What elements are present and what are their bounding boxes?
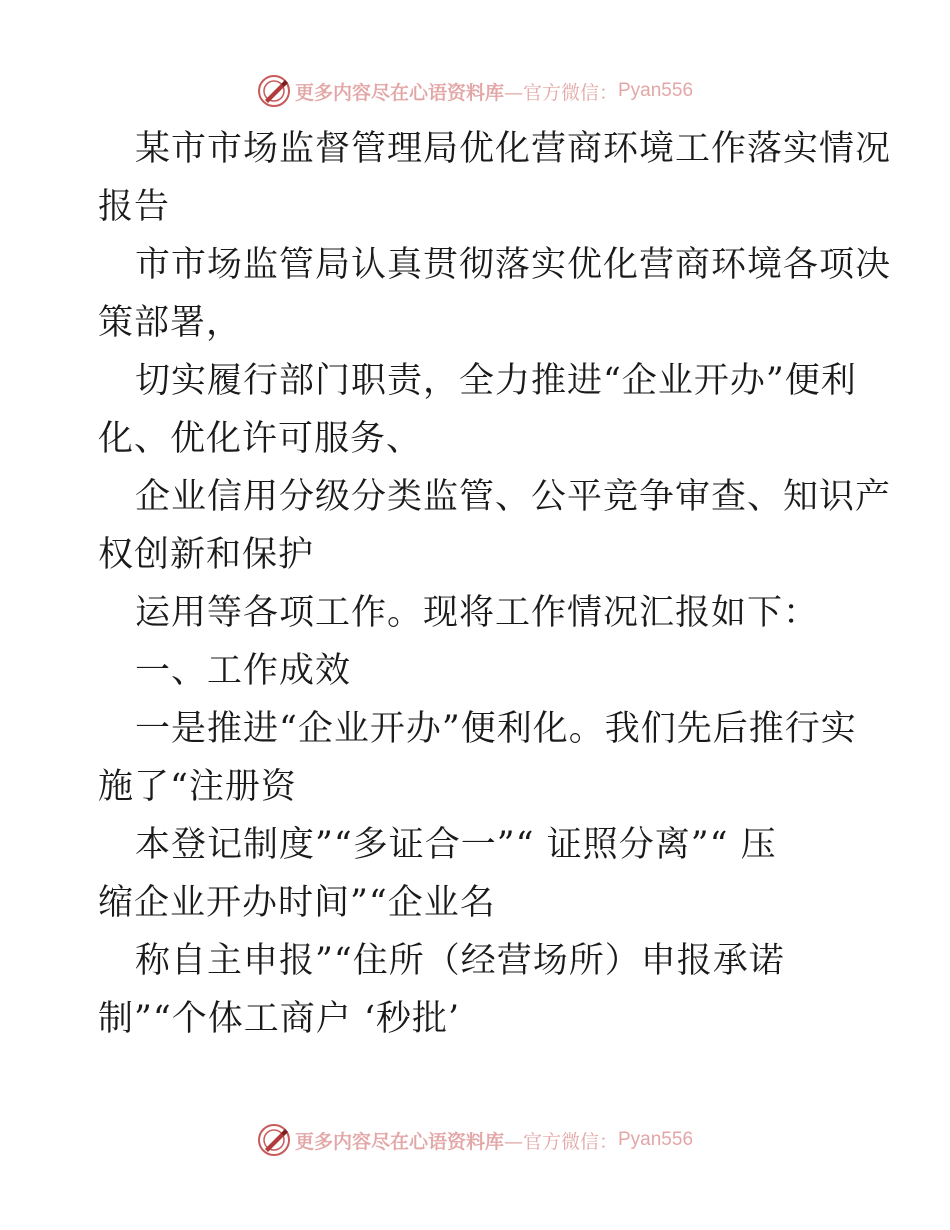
doc-line: 切实履行部门职责，全力推进“企业开办”便利 [135, 361, 857, 401]
doc-line: 权创新和保护 [98, 535, 315, 575]
watermark-main-text: 更多内容尽在心语资料库 [294, 1130, 504, 1153]
doc-line: 缩企业开办时间”“企业名 [98, 883, 496, 923]
watermark-wechat-id: Pyan556 [618, 80, 694, 101]
doc-line: 策部署， [98, 303, 243, 343]
doc-line: 化、优化许可服务、 [98, 419, 423, 459]
section-heading: 一、工作成效 [135, 651, 352, 691]
footer-watermark [0, 1120, 950, 1160]
doc-line-title-1: 某市市场监督管理局优化营商环境工作落实情况 [135, 129, 892, 169]
doc-line: 运用等各项工作。现将工作情况汇报如下： [135, 593, 820, 633]
watermark-sub-text: —官方微信： [503, 81, 618, 104]
doc-line: 企业信用分级分类监管、公平竞争审查、知识产 [135, 477, 892, 517]
watermark-main-text: 更多内容尽在心语资料库 [294, 81, 504, 104]
doc-line: 称自主申报”“住所（经营场所）申报承诺 [135, 941, 785, 981]
doc-line: 本登记制度”“多证合一”“ 证照分离”“ 压 [135, 825, 777, 865]
pen-logo-icon [257, 1123, 291, 1157]
doc-line: 施了“注册资 [98, 767, 297, 807]
watermark-sub-text: —官方微信： [503, 1130, 618, 1153]
watermark-wechat-id: Pyan556 [618, 1129, 694, 1150]
doc-line: 市市场监管局认真贯彻落实优化营商环境各项决 [135, 245, 892, 285]
doc-line: 一是推进“企业开办”便利化。我们先后推行实 [135, 709, 857, 749]
document-body [98, 120, 892, 1048]
doc-line-title-2: 报告 [98, 187, 171, 227]
pen-logo-icon [257, 74, 291, 108]
doc-line: 制”“个体工商户 ‘秒批’ [98, 999, 461, 1039]
header-watermark [0, 71, 950, 111]
